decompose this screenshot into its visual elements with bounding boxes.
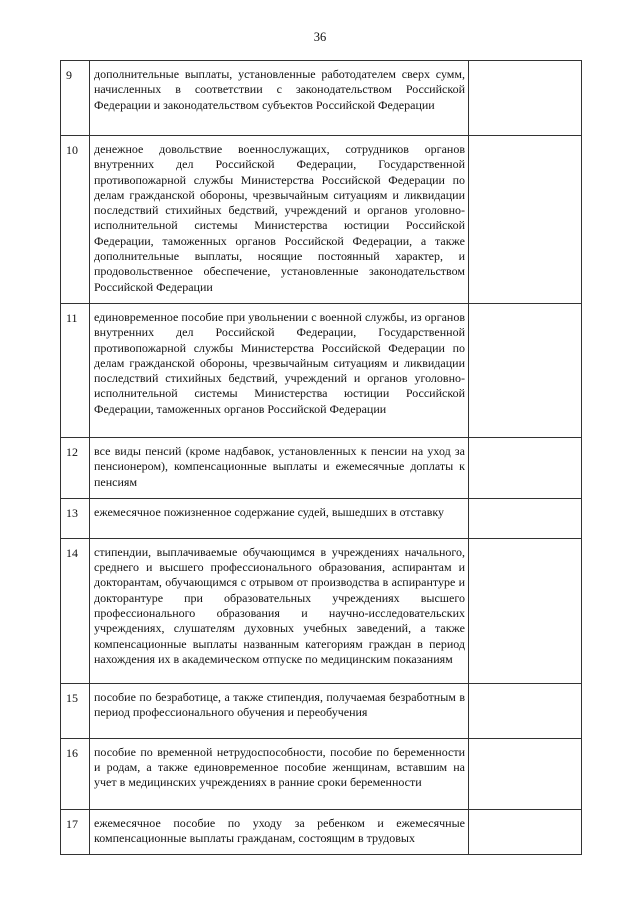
table-row: [61, 61, 582, 136]
row-number-cell: 14: [61, 538, 90, 683]
row-text-cell: стипендии, выплачиваемые обучающимся в учреждениях начального, среднего и высшего профессионального образования, аспирантам и докторантам, обучающимся с отрывом от производства в аспирантуре и докторантуре при образовательных учреждениях высшего профессионального образования и научно-исследовательских учреждениях, слушателям духовных учебных заведений, а также компенсационные выплаты названным категориям граждан в период нахождения их в академическом отпуске по медицинским показаниям: [90, 538, 469, 683]
table-row: [61, 437, 582, 498]
row-empty-cell: [469, 61, 582, 136]
page-number: 36: [313, 30, 327, 44]
table-row: [61, 683, 582, 738]
row-empty-cell: [469, 738, 582, 809]
row-empty-cell: [469, 136, 582, 304]
row-number-cell: 12: [61, 437, 90, 498]
table-row: [61, 303, 582, 437]
row-text-cell: ежемесячное пособие по уходу за ребенком и ежемесячные компенсационные выплаты гражданам, состоящим в трудовых: [90, 809, 469, 855]
row-text-cell: ежемесячное пожизненное содержание судей, вышедших в отставку: [90, 498, 469, 538]
row-number-cell: 17: [61, 809, 90, 855]
row-text-cell: пособие по безработице, а также стипендия, получаемая безработным в период профессионального обучения и переобучения: [90, 683, 469, 738]
row-text-cell: все виды пенсий (кроме надбавок, установленных к пенсии на уход за пенсионером), компенсационные выплаты и ежемесячные доплаты к пенсиям: [90, 437, 469, 498]
row-empty-cell: [469, 498, 582, 538]
row-number-cell: 16: [61, 738, 90, 809]
income-types-table: [60, 60, 582, 855]
row-number-cell: 10: [61, 136, 90, 304]
table-row: [61, 136, 582, 304]
row-empty-cell: [469, 437, 582, 498]
row-text-cell: пособие по временной нетрудоспособности, пособие по беременности и родам, а также единовременное пособие женщинам, вставшим на учет в медицинских учреждениях в ранние сроки беременности: [90, 738, 469, 809]
table-row: [61, 538, 582, 683]
row-empty-cell: [469, 303, 582, 437]
row-empty-cell: [469, 538, 582, 683]
table-row: [61, 738, 582, 809]
row-number-cell: 9: [61, 61, 90, 136]
row-number-cell: 15: [61, 683, 90, 738]
row-empty-cell: [469, 809, 582, 855]
row-text-cell: единовременное пособие при увольнении с военной службы, из органов внутренних дел Российской Федерации, Государственной противопожарной службы Министерства Российской Федерации по делам гражданской обороны, чрезвычайным ситуациям и ликвидации последствий стихийных бедствий, учреждений и органов уголовно-исполнительной системы Министерства юстиции Российской Федерации, таможенных органов Российской Федерации: [90, 303, 469, 437]
row-text-cell: дополнительные выплаты, установленные работодателем сверх сумм, начисленных в соответствии с законодательством Российской Федерации и законодательством субъектов Российской Федерации: [90, 61, 469, 136]
table-row: [61, 498, 582, 538]
table-row: [61, 809, 582, 855]
row-number-cell: 11: [61, 303, 90, 437]
row-text-cell: денежное довольствие военнослужащих, сотрудников органов внутренних дел Российской Федерации, Государственной противопожарной службы Министерства Российской Федерации по делам гражданской обороны, чрезвычайным ситуациям и ликвидации последствий стихийных бедствий, учреждений и органов уголовно-исполнительной системы Министерства юстиции Российской Федерации, таможенных органов Российской Федерации, а также дополнительные выплаты, носящие постоянный характер, и продовольственное обеспечение, установленные законодательством Российской Федерации: [90, 136, 469, 304]
row-empty-cell: [469, 683, 582, 738]
row-number-cell: 13: [61, 498, 90, 538]
